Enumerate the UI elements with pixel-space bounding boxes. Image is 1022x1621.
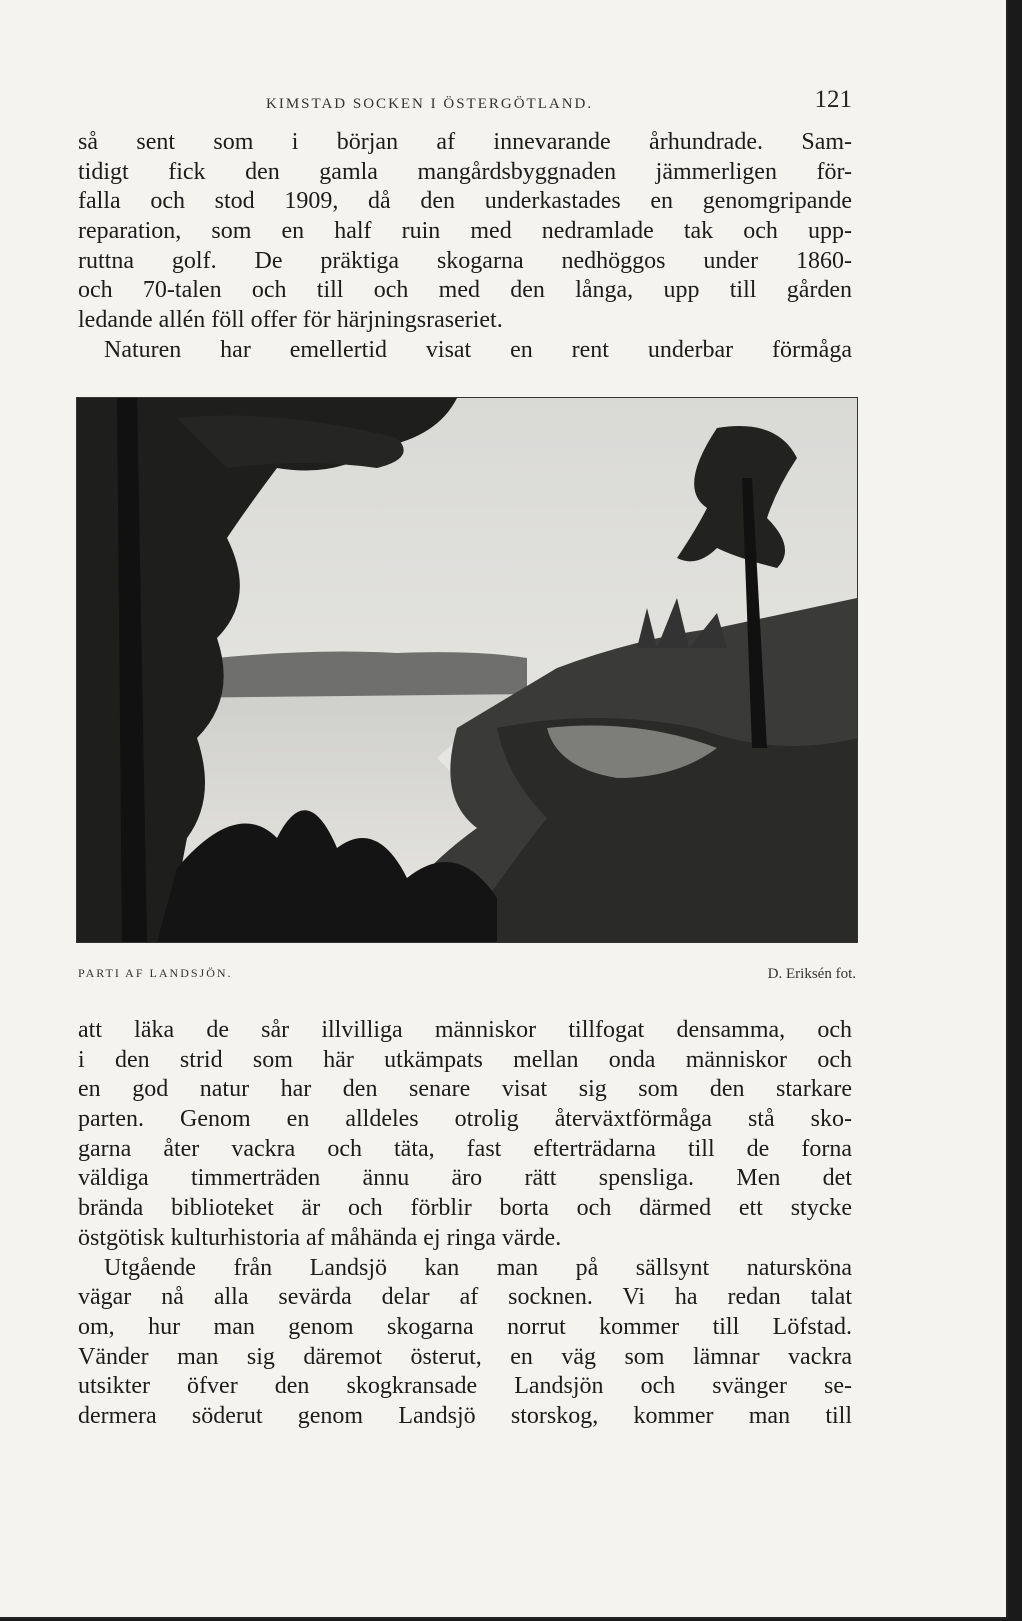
text-line: Utgående från Landsjö kan man på sällsynt natursköna: [104, 1254, 852, 1281]
top-paragraphs: [78, 128, 852, 366]
text-line: garna åter vackra och täta, fast efterträdarna till de forna: [78, 1135, 852, 1162]
text-line: reparation, som en half ruin med nedramlade tak och upp-: [78, 218, 852, 245]
text-line: falla och stod 1909, då den underkastades en genomgripande: [78, 188, 852, 215]
text-line: ruttna golf. De präktiga skogarna nedhöggos under 1860-: [78, 247, 852, 274]
text-line: parten. Genom en alldeles otrolig återväxtförmåga stå sko-: [78, 1106, 852, 1133]
text-line: dermera söderut genom Landsjö storskog, kommer man till: [78, 1402, 852, 1429]
text-line: ledande allén föll offer för härjningsraseriet.: [78, 307, 503, 334]
page-header: [78, 86, 852, 126]
far-shore-hills: [197, 652, 527, 698]
text-line: östgötisk kulturhistoria af måhända ej ringa värde.: [78, 1224, 562, 1251]
text-line: och 70-talen och till och med den långa, upp till gården: [78, 277, 852, 304]
text-line: väldiga timmerträden ännu äro rätt spensliga. Men det: [78, 1165, 852, 1192]
text-line: om, hur man genom skogarna norrut kommer till Löfstad.: [78, 1313, 852, 1340]
text-line: utsikter öfver den skogkransade Landsjön och svänger se-: [78, 1373, 852, 1400]
text-line: så sent som i början af innevarande århundrade. Sam-: [78, 129, 852, 155]
lake-photo-illustration: [77, 398, 857, 942]
text-line: vägar nå alla sevärda delar af socknen. Vi ha redan talat: [78, 1284, 852, 1311]
page-number: 121: [814, 86, 852, 113]
text-line: en god natur har den senare visat sig som den starkare: [78, 1076, 852, 1103]
landscape-photo: [76, 397, 858, 943]
running-title: KIMSTAD SOCKEN I ÖSTERGÖTLAND.: [266, 96, 594, 112]
bottom-paragraphs: [78, 1016, 852, 1432]
text-line: brända biblioteket är och förblir borta och därmed ett stycke: [78, 1195, 852, 1222]
text-line: att läka de sår illvilliga människor tillfogat densamma, och: [78, 1017, 852, 1043]
text-line: i den strid som här utkämpats mellan onda människor och: [78, 1046, 852, 1073]
text-line: tidigt fick den gamla mangårdsbyggnaden jämmerligen för-: [78, 158, 852, 185]
text-line: Vänder man sig däremot österut, en väg som lämnar vackra: [78, 1343, 852, 1370]
text-line: Naturen har emellertid visat en rent underbar förmåga: [104, 336, 852, 363]
figure-caption: PARTI AF LANDSJÖN.: [78, 966, 233, 980]
photo-credit: D. Eriksén fot.: [767, 966, 856, 982]
